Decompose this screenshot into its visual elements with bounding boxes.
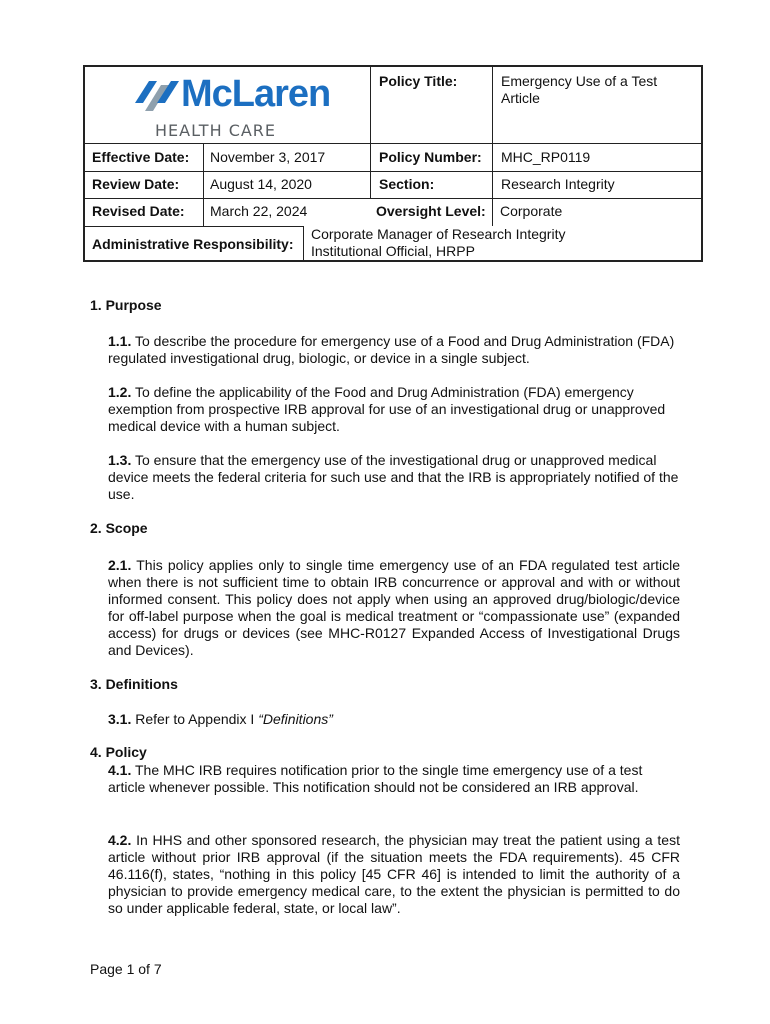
policy-title-label: Policy Title: [379,73,458,89]
page-number: Page 1 of 7 [90,961,162,977]
review-date-label: Review Date: [92,176,180,192]
policy-title-value: Emergency Use of a Test Article [501,73,658,106]
section-label: Section: [379,176,435,192]
admin-responsibility-label: Administrative Responsibility: [92,236,294,252]
section-heading-scope: 2. Scope [90,520,148,536]
revised-date-value: March 22, 2024 [210,203,308,219]
paragraph-4-2: 4.2. In HHS and other sponsored research, the physician may treat the patient using a test article without prior IRB approval (if the situation meets the FDA requirements). 45 CFR 46.116(f), states, “nothing in this policy [45 CFR 46] is intended to limit the authority of a physician to provide emergency medical care, to the extent the physician is permitted to do so under applicable federal, state, or local law”. [108,832,680,916]
effective-date-label: Effective Date: [92,149,190,165]
revised-date-label: Revised Date: [92,203,185,219]
admin-responsibility-line1: Corporate Manager of Research Integrity [311,226,566,242]
logo-subtitle: HEALTH CARE [155,121,277,140]
paragraph-1-1: 1.1. To describe the procedure for emergency use of a Food and Drug Administration (FDA) regulated investigational drug, biologic, or device in a single subject. [108,333,675,366]
mclaren-swoosh-icon [131,73,181,121]
mclaren-logo [85,67,371,143]
section-heading-definitions: 3. Definitions [90,676,178,692]
paragraph-1-3: 1.3. To ensure that the emergency use of the investigational drug or unapproved medical device meets the federal criteria for such use and that the IRB is appropriately notified of the use. [108,452,679,502]
section-heading-policy: 4. Policy [90,744,147,760]
paragraph-1-2: 1.2. To define the applicability of the Food and Drug Administration (FDA) emergency exemption from prospective IRB approval for use of an investigational drug or unapproved medical device with a human subject. [108,384,666,434]
effective-date-value: November 3, 2017 [210,149,326,165]
review-date-value: August 14, 2020 [210,176,312,192]
paragraph-3-1: 3.1. Refer to Appendix I “Definitions” [108,711,333,727]
paragraph-4-1: 4.1. The MHC IRB requires notification prior to the single time emergency use of a test article whenever possible. This notification should not be considered an IRB approval. [108,762,643,795]
policy-header-table [83,65,703,262]
paragraph-2-1: 2.1. This policy applies only to single time emergency use of an FDA regulated test article when there is not sufficient time to obtain IRB concurrence or approval and with or without informed consent. This policy does not apply when using an approved drug/biologic/device for off-label purpose when the goal is medical treatment or “compassionate use” (expanded access) for drugs or devices (see MHC-R0127 Expanded Access of Investigational Drugs and Devices). [108,557,680,658]
section-value: Research Integrity [501,176,615,192]
admin-responsibility-line2: Institutional Official, HRPP [311,243,475,259]
logo-name: McLaren [181,73,331,115]
section-heading-purpose: 1. Purpose [90,297,162,313]
oversight-level-value: Corporate [500,203,563,219]
policy-number-label: Policy Number: [379,149,482,165]
policy-number-value: MHC_RP0119 [501,149,591,165]
oversight-level-label: Oversight Level: [376,203,486,219]
